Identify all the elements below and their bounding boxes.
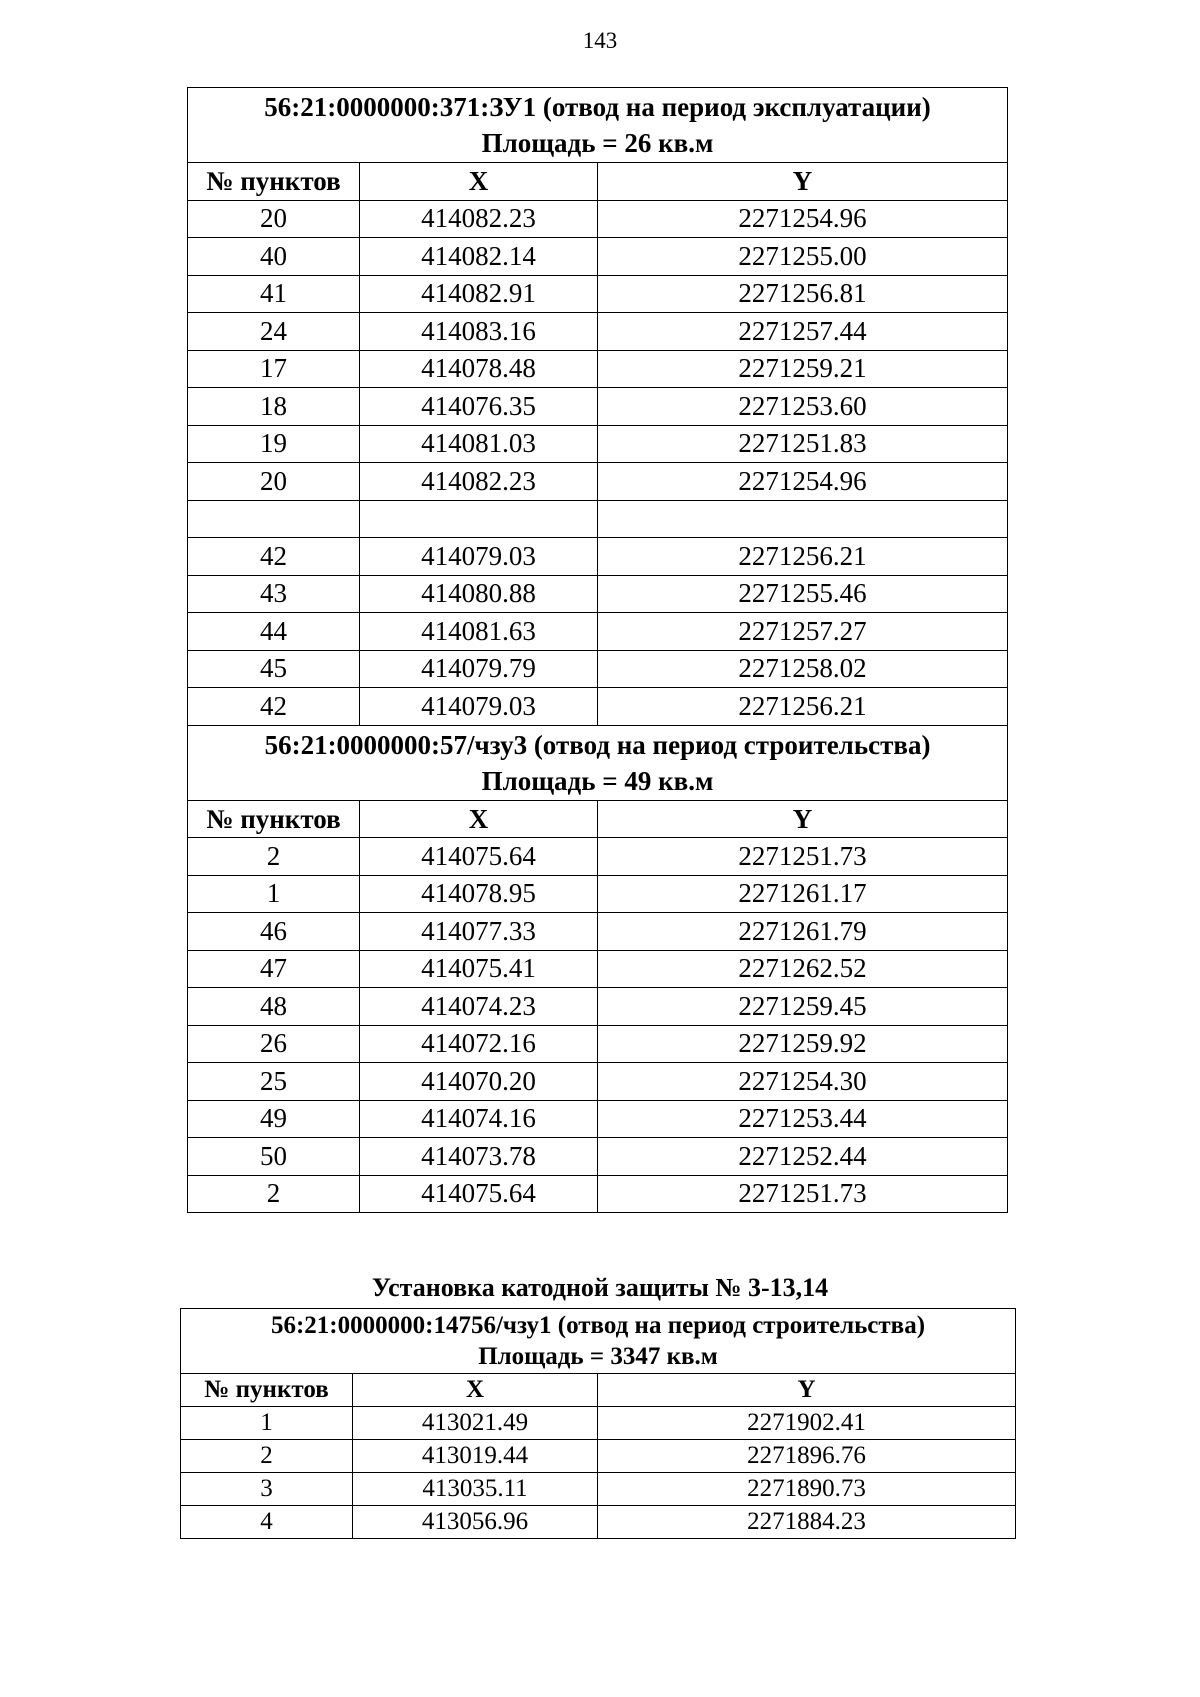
point-number-cell: 25 [188,1063,360,1101]
table-row [188,950,1008,988]
y-coordinate-cell [598,500,1008,538]
point-number-cell: 42 [188,688,360,726]
column-header-row [188,163,1008,201]
x-coordinate-cell: 414078.48 [360,350,598,388]
parcel-title: 56:21:0000000:57/чзу3 (отвод на период строительства) [264,729,931,760]
point-number-cell: 18 [188,388,360,426]
table-row [181,1440,1016,1473]
x-coordinate-cell: 414077.33 [360,913,598,951]
x-coordinate-cell: 414080.88 [360,575,598,613]
point-number-cell: 20 [188,463,360,501]
point-number-cell: 4 [181,1506,353,1539]
x-coordinate-cell: 414082.23 [360,463,598,501]
coordinates-table-2 [180,1308,1016,1539]
y-coordinate-cell: 2271259.21 [598,350,1008,388]
table-row [188,538,1008,576]
parcel-area: Площадь = 26 кв.м [481,128,714,158]
table-row [188,613,1008,651]
point-number-cell: 2 [188,838,360,876]
column-header-x: X [360,163,598,201]
table-row [188,688,1008,726]
table-row [181,1506,1016,1539]
table-row [188,838,1008,876]
point-number-cell: 48 [188,988,360,1026]
point-number-cell: 1 [181,1407,353,1440]
section-title-cell [188,88,1008,163]
table-row [188,463,1008,501]
table-row [188,913,1008,951]
x-coordinate-cell: 414079.03 [360,688,598,726]
y-coordinate-cell: 2271259.45 [598,988,1008,1026]
y-coordinate-cell: 2271255.00 [598,238,1008,276]
y-coordinate-cell: 2271896.76 [598,1440,1016,1473]
table-row [188,500,1008,538]
x-coordinate-cell: 413019.44 [353,1440,598,1473]
section-title-row [188,725,1008,800]
column-header-point: № пунктов [188,163,360,201]
table-row [188,1063,1008,1101]
point-number-cell: 47 [188,950,360,988]
table-row [181,1473,1016,1506]
table-row [188,388,1008,426]
column-header-point: № пунктов [188,800,360,838]
table-row [188,275,1008,313]
point-number-cell: 41 [188,275,360,313]
table-row [188,650,1008,688]
table-row [188,350,1008,388]
y-coordinate-cell: 2271256.21 [598,688,1008,726]
page-number: 143 [582,28,618,53]
section-title-row [188,88,1008,163]
section-title-row [181,1309,1016,1374]
table-row [188,1175,1008,1213]
point-number-cell [188,500,360,538]
y-coordinate-cell: 2271257.27 [598,613,1008,651]
section-title-cell [181,1309,1016,1374]
x-coordinate-cell: 413056.96 [353,1506,598,1539]
x-coordinate-cell: 414083.16 [360,313,598,351]
y-coordinate-cell: 2271253.60 [598,388,1008,426]
point-number-cell: 1 [188,875,360,913]
y-coordinate-cell: 2271890.73 [598,1473,1016,1506]
section-title-cell [188,725,1008,800]
y-coordinate-cell: 2271251.73 [598,1175,1008,1213]
y-coordinate-cell: 2271256.81 [598,275,1008,313]
point-number-cell: 20 [188,200,360,238]
table-row [188,575,1008,613]
parcel-title: 56:21:0000000:371:ЗУ1 (отвод на период эксплуатации) [264,92,931,122]
point-number-cell: 40 [188,238,360,276]
y-coordinate-cell: 2271902.41 [598,1407,1016,1440]
point-number-cell: 3 [181,1473,353,1506]
point-number-cell: 2 [188,1175,360,1213]
point-number-cell: 17 [188,350,360,388]
x-coordinate-cell: 414073.78 [360,1138,598,1176]
parcel-area: Площадь = 3347 кв.м [478,1343,718,1370]
table-row [181,1407,1016,1440]
y-coordinate-cell: 2271254.96 [598,463,1008,501]
parcel-title: 56:21:0000000:14756/чзу1 (отвод на период строительства) [270,1312,926,1339]
y-coordinate-cell: 2271262.52 [598,950,1008,988]
table-row [188,238,1008,276]
point-number-cell: 43 [188,575,360,613]
column-header-row [188,800,1008,838]
point-number-cell: 42 [188,538,360,576]
x-coordinate-cell: 414078.95 [360,875,598,913]
column-header-y: Y [598,800,1008,838]
x-coordinate-cell: 414079.79 [360,650,598,688]
table-row [188,875,1008,913]
column-header-x: X [360,800,598,838]
section-caption: Установка катодной защиты № 3-13,14 [371,1273,829,1302]
x-coordinate-cell: 414082.23 [360,200,598,238]
x-coordinate-cell: 413021.49 [353,1407,598,1440]
parcel-area: Площадь = 49 кв.м [481,765,714,796]
x-coordinate-cell: 414081.03 [360,425,598,463]
y-coordinate-cell: 2271254.30 [598,1063,1008,1101]
y-coordinate-cell: 2271259.92 [598,1025,1008,1063]
y-coordinate-cell: 2271251.73 [598,838,1008,876]
table-row [188,1100,1008,1138]
point-number-cell: 45 [188,650,360,688]
x-coordinate-cell: 414074.16 [360,1100,598,1138]
point-number-cell: 50 [188,1138,360,1176]
y-coordinate-cell: 2271884.23 [598,1506,1016,1539]
y-coordinate-cell: 2271252.44 [598,1138,1008,1176]
y-coordinate-cell: 2271254.96 [598,200,1008,238]
point-number-cell: 2 [181,1440,353,1473]
table-row [188,200,1008,238]
coordinates-table-1 [187,87,1008,1213]
column-header-y: Y [598,1374,1016,1407]
table-row [188,425,1008,463]
column-header-y: Y [598,163,1008,201]
x-coordinate-cell: 414081.63 [360,613,598,651]
x-coordinate-cell: 414079.03 [360,538,598,576]
x-coordinate-cell [360,500,598,538]
y-coordinate-cell: 2271253.44 [598,1100,1008,1138]
x-coordinate-cell: 414075.64 [360,838,598,876]
y-coordinate-cell: 2271261.79 [598,913,1008,951]
x-coordinate-cell: 414076.35 [360,388,598,426]
table-row [188,1138,1008,1176]
x-coordinate-cell: 414082.14 [360,238,598,276]
table-row [188,313,1008,351]
x-coordinate-cell: 414074.23 [360,988,598,1026]
point-number-cell: 24 [188,313,360,351]
x-coordinate-cell: 414070.20 [360,1063,598,1101]
x-coordinate-cell: 414082.91 [360,275,598,313]
table-row [188,1025,1008,1063]
y-coordinate-cell: 2271255.46 [598,575,1008,613]
x-coordinate-cell: 414075.64 [360,1175,598,1213]
point-number-cell: 46 [188,913,360,951]
x-coordinate-cell: 414075.41 [360,950,598,988]
table-row [188,988,1008,1026]
y-coordinate-cell: 2271258.02 [598,650,1008,688]
column-header-x: X [353,1374,598,1407]
y-coordinate-cell: 2271251.83 [598,425,1008,463]
column-header-point: № пунктов [181,1374,353,1407]
point-number-cell: 44 [188,613,360,651]
y-coordinate-cell: 2271257.44 [598,313,1008,351]
point-number-cell: 19 [188,425,360,463]
x-coordinate-cell: 413035.11 [353,1473,598,1506]
y-coordinate-cell: 2271261.17 [598,875,1008,913]
column-header-row [181,1374,1016,1407]
y-coordinate-cell: 2271256.21 [598,538,1008,576]
x-coordinate-cell: 414072.16 [360,1025,598,1063]
point-number-cell: 26 [188,1025,360,1063]
point-number-cell: 49 [188,1100,360,1138]
